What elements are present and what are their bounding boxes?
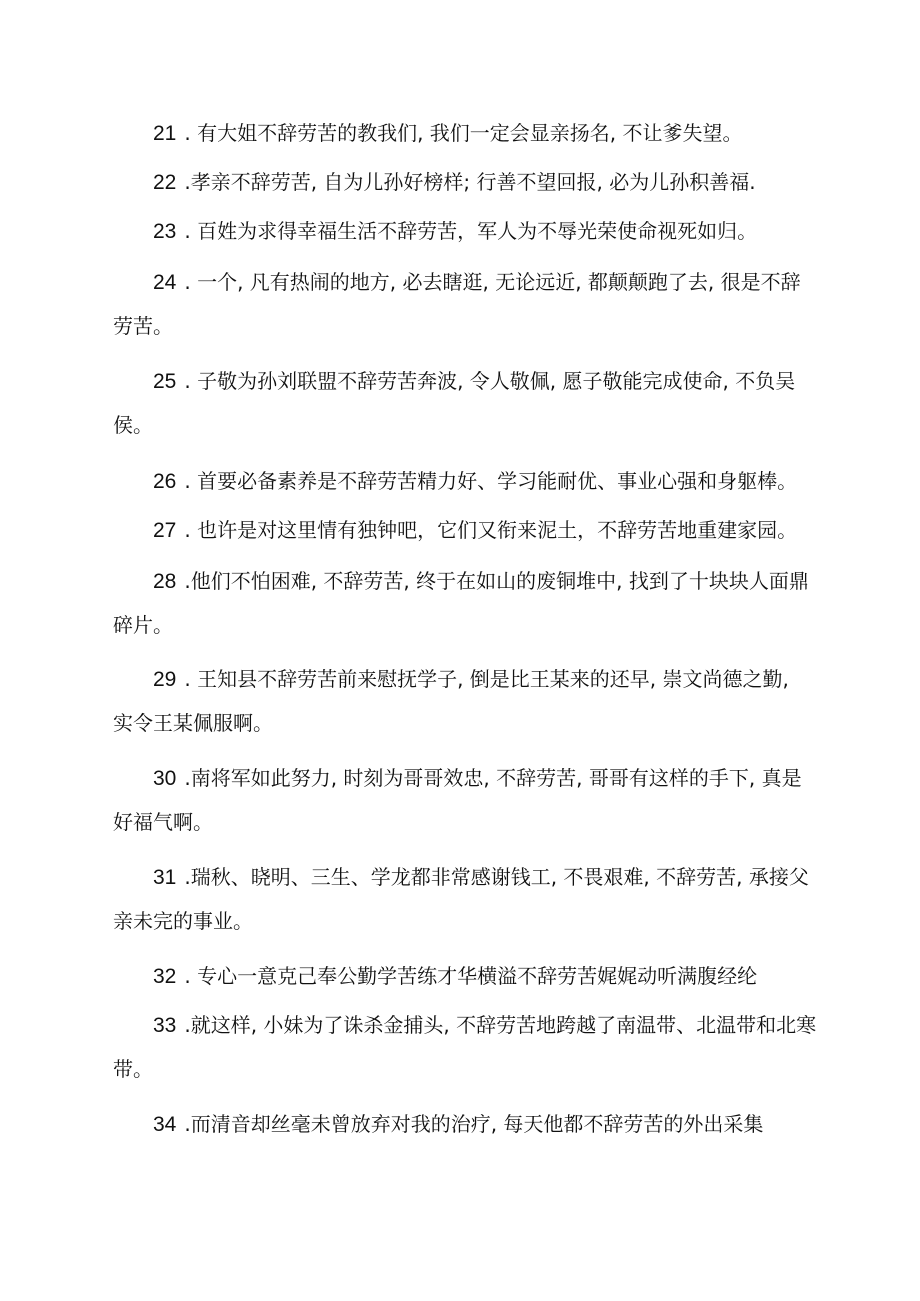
sentence-first-line [113, 954, 813, 998]
sentence-text: .瑞秋、晓明、三生、学龙都非常感谢钱工, 不畏艰难, 不辞劳苦, 承接父 [184, 865, 809, 889]
sentence-first-line [113, 459, 813, 503]
sentence-text: . 子敬为孙刘联盟不辞劳苦奔波, 令人敬佩, 愿子敬能完成使命, 不负吴 [184, 369, 796, 393]
sentence-text: .就这样, 小妹为了诛杀金捕头, 不辞劳苦地跨越了南温带、北温带和北寒 [184, 1013, 817, 1037]
sentence-continuation: 实令王某佩服啊。 [113, 711, 273, 735]
sentence-text: .南将军如此努力, 时刻为哥哥效忠, 不辞劳苦, 哥哥有这样的手下, 真是 [184, 766, 802, 790]
sentence-number: 24 [153, 271, 177, 294]
sentence-first-line [113, 160, 813, 204]
sentence-text: .孝亲不辞劳苦, 自为儿孙好榜样; 行善不望回报, 必为儿孙积善福. [184, 170, 756, 194]
sentence-number: 28 [153, 570, 177, 593]
sentence-34 [113, 1102, 813, 1146]
sentence-number: 22 [153, 171, 177, 194]
sentence-28 [113, 559, 813, 647]
sentence-text: . 百姓为求得幸福生活不辞劳苦，军人为不辱光荣使命视死如归。 [184, 219, 758, 243]
sentence-first-line [113, 657, 813, 701]
sentence-continuation: 亲未完的事业。 [113, 909, 253, 933]
sentence-first-line [113, 508, 813, 552]
sentence-29 [113, 657, 813, 745]
sentence-27 [113, 508, 813, 552]
sentence-continuation: 带。 [113, 1057, 153, 1081]
sentence-number: 33 [153, 1014, 177, 1037]
sentence-number: 29 [153, 668, 177, 691]
sentence-first-line [113, 1003, 817, 1047]
sentence-32 [113, 954, 813, 998]
sentence-23 [113, 209, 813, 253]
sentence-number: 34 [153, 1113, 177, 1136]
sentence-24 [113, 260, 813, 348]
sentence-number: 27 [153, 519, 177, 542]
sentence-text: .他们不怕困难, 不辞劳苦, 终于在如山的废铜堆中, 找到了十块块人面鼎 [184, 569, 809, 593]
sentence-text: .而清音却丝毫未曾放弃对我的治疗, 每天他都不辞劳苦的外出采集 [184, 1112, 764, 1136]
sentence-text: . 也许是对这里情有独钟吧，它们又衔来泥土，不辞劳苦地重建家园。 [184, 518, 798, 542]
sentence-number: 21 [153, 122, 177, 145]
sentence-33 [113, 1003, 817, 1091]
sentence-first-line [113, 855, 813, 899]
sentence-text: . 专心一意克己奉公勤学苦练才华横溢不辞劳苦娓娓动听满腹经纶 [184, 964, 758, 988]
sentence-number: 23 [153, 220, 177, 243]
sentence-26 [113, 459, 813, 503]
sentence-text: . 首要必备素养是不辞劳苦精力好、学习能耐优、事业心强和身躯棒。 [184, 469, 798, 493]
sentence-text: . 有大姐不辞劳苦的教我们, 我们一定会显亲扬名, 不让爹失望。 [184, 121, 743, 145]
sentence-continuation: 好福气啊。 [113, 810, 213, 834]
sentence-21 [113, 111, 813, 155]
sentence-continuation: 碎片。 [113, 613, 173, 637]
sentence-first-line [113, 111, 813, 155]
sentence-first-line [113, 260, 813, 304]
sentence-25 [113, 359, 813, 447]
sentence-text: . 王知县不辞劳苦前来慰抚学子, 倒是比王某来的还早, 崇文尚德之勤, [184, 667, 789, 691]
sentence-first-line [113, 1102, 813, 1146]
sentence-first-line [113, 756, 813, 800]
sentence-number: 25 [153, 370, 177, 393]
sentence-continuation: 侯。 [113, 413, 153, 437]
sentence-30 [113, 756, 813, 844]
sentence-continuation: 劳苦。 [113, 314, 173, 338]
sentence-number: 32 [153, 965, 177, 988]
sentence-number: 31 [153, 866, 177, 889]
sentence-first-line [113, 559, 813, 603]
sentence-31 [113, 855, 813, 943]
sentence-first-line [113, 359, 813, 403]
sentence-number: 30 [153, 767, 177, 790]
sentence-22 [113, 160, 813, 204]
sentence-first-line [113, 209, 813, 253]
sentence-text: . 一个, 凡有热闹的地方, 必去瞎逛, 无论远近, 都颠颠跑了去, 很是不辞 [184, 270, 801, 294]
sentence-number: 26 [153, 470, 177, 493]
